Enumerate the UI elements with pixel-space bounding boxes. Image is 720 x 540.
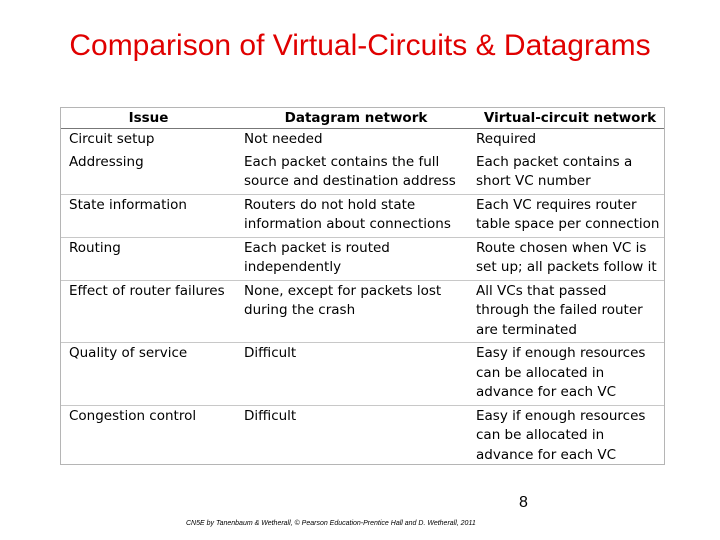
- table-row: [61, 237, 664, 280]
- datagram-cell: Each packet contains the full source and destination address: [236, 152, 468, 195]
- vc-cell: Easy if enough resources can be allocated in advance for each VC: [476, 407, 646, 463]
- vc-cell: Each packet contains a short VC number: [468, 152, 664, 195]
- slide-number: 8: [519, 494, 528, 511]
- header-datagram-network: Datagram network: [236, 108, 468, 129]
- vc-cell: Each VC requires router table space per connection: [468, 194, 664, 237]
- vc-cell: Easy if enough resources can be allocated in advance for each VC: [468, 343, 664, 406]
- table-row: [61, 129, 664, 152]
- issue-cell: Congestion control: [69, 407, 197, 424]
- datagram-cell: Not needed: [244, 131, 323, 147]
- footer-credit: CN5E by Tanenbaum & Wetherall, © Pearson Education-Prentice Hall and D. Wetherall, 2011: [186, 520, 476, 527]
- issue-cell: State information: [61, 194, 236, 237]
- datagram-cell: Difficult: [236, 343, 468, 406]
- vc-cell: Route chosen when VC is set up; all packets follow it: [468, 237, 664, 280]
- table-row: [61, 194, 664, 237]
- header-virtual-circuit-network: Virtual-circuit network: [468, 108, 664, 129]
- table-row: [61, 343, 664, 406]
- table-row: [61, 152, 664, 195]
- vc-cell: Required: [476, 131, 537, 147]
- table-row: [61, 280, 664, 343]
- comparison-table-container: [60, 107, 665, 465]
- issue-cell: Circuit setup: [69, 131, 155, 147]
- issue-cell: Routing: [61, 237, 236, 280]
- issue-cell: Effect of router failures: [61, 280, 236, 343]
- vc-cell: All VCs that passed through the failed router are terminated: [468, 280, 664, 343]
- datagram-cell: Difficult: [244, 407, 297, 424]
- datagram-cell: Routers do not hold state information about connections: [236, 194, 468, 237]
- header-issue: Issue: [61, 108, 236, 129]
- datagram-cell: Each packet is routed independently: [236, 237, 468, 280]
- table-row: [61, 405, 664, 467]
- issue-cell: Quality of service: [61, 343, 236, 406]
- comparison-table: [61, 108, 664, 467]
- table-header-row: [61, 108, 664, 129]
- slide-title: Comparison of Virtual-Circuits & Datagrams: [69, 29, 651, 62]
- datagram-cell: None, except for packets lost during the crash: [236, 280, 468, 343]
- issue-cell: Addressing: [61, 152, 236, 195]
